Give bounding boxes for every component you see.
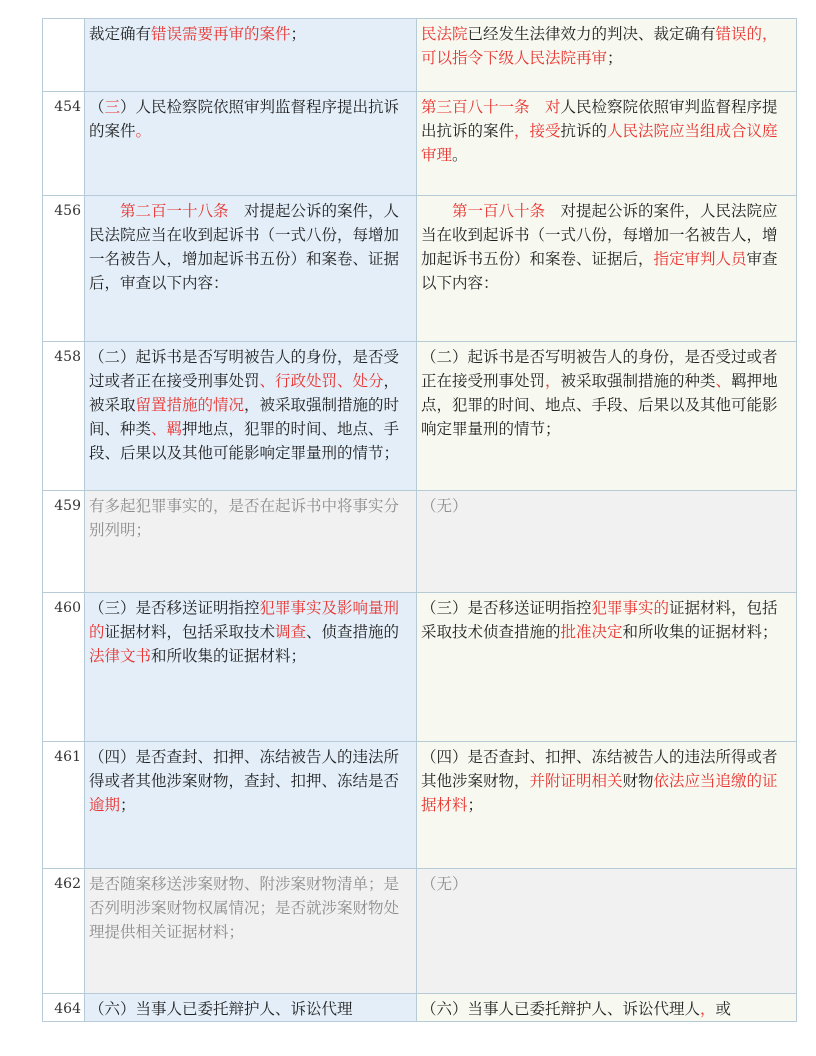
text-segment: （无） [421, 497, 468, 515]
changed-text: 、行政处罚、处分 [259, 372, 384, 390]
changed-text: 逾期 [89, 796, 121, 814]
changed-text: 第三百八十一条 对 [421, 98, 561, 116]
text-segment: 羁押地点，犯罪的时间、地点、手段、后果以及其他可能影响定罪量刑的情节； [421, 372, 778, 438]
original-text-cell [85, 342, 417, 491]
changed-text: 第一百八十条 [452, 202, 546, 220]
original-text-cell [85, 593, 417, 742]
table-row [43, 92, 797, 196]
table-row [43, 593, 797, 742]
text-segment: （三）是否移送证明指控 [89, 599, 260, 617]
text-segment: 被采取强制措施的种类 [560, 372, 716, 390]
table-row [43, 19, 797, 92]
row-number: 461 [43, 742, 85, 869]
text-segment: 、侦查措施的 [306, 623, 400, 641]
original-text-cell [85, 92, 417, 196]
text-segment: ； [467, 796, 484, 814]
text-segment: ，被采取强制措施的时间、种类 [89, 396, 400, 438]
changed-text: 错误需要再审的案件 [151, 25, 291, 43]
changed-text: ，接受 [514, 122, 561, 140]
revised-text-cell [417, 994, 797, 1022]
text-segment: 有多起犯罪事实的，是否在起诉书中将事实分别列明； [89, 497, 400, 539]
text-segment: 人民检察院依照审判监督程序提出抗诉的案件 [421, 98, 778, 140]
table-row [43, 491, 797, 593]
changed-text: 批准决定 [560, 623, 623, 641]
table-row [43, 742, 797, 869]
revised-text-cell [417, 491, 797, 593]
text-segment: 是否随案移送涉案财物、附涉案财物清单；是否列明涉案财物权属情况；是否就涉案财物处理提供相关证据材料； [89, 875, 400, 941]
text-segment: 裁定确有 [89, 25, 152, 43]
revised-text-cell [417, 19, 797, 92]
text-segment: ； [120, 796, 136, 814]
table-row [43, 342, 797, 491]
original-text-cell [85, 196, 417, 342]
text-segment: 财物 [622, 772, 654, 790]
changed-text: 犯罪事实及影响量刑的 [89, 599, 400, 641]
text-segment: ； [290, 25, 307, 43]
changed-text: 人民法院应当组成合议庭审理 [421, 122, 778, 164]
text-segment: （无） [421, 875, 468, 893]
text-segment: 押地点，犯罪的时间、地点、手段、后果以及其他可能影响定罪量刑的情节； [89, 420, 400, 462]
revised-text-cell [417, 92, 797, 196]
text-segment: 抗诉的 [560, 122, 608, 140]
text-segment: 对提起公诉的案件，人民法院应当在收到起诉书（一式八份，每增加一名被告人，增加起诉书五份）和案卷、证据后，审查以下内容： [89, 202, 400, 292]
changed-text: 错误的，可以指令下级人民法院再审 [421, 25, 778, 67]
text-segment: 。 [452, 146, 468, 164]
changed-text: 法律文书 [89, 647, 152, 665]
text-segment: ，被采取 [89, 372, 400, 414]
text-segment: ； [607, 49, 623, 67]
changed-text: 犯罪事实的 [591, 599, 670, 617]
row-number: 456 [43, 196, 85, 342]
original-text-cell [85, 742, 417, 869]
row-number: 460 [43, 593, 85, 742]
original-text-cell [85, 19, 417, 92]
text-segment: 审查以下内容： [421, 250, 778, 292]
text-segment: （三）是否移送证明指控 [421, 599, 592, 617]
text-segment: （六）当事人已委托辩护人、诉讼代理人 [421, 1000, 701, 1018]
revised-text-cell [417, 869, 797, 994]
changed-text: 并附证明相关 [529, 772, 623, 790]
text-segment: ）人民检察院依照审判监督程序提出抗诉的案件 [89, 98, 400, 140]
text-segment: （二）起诉书是否写明被告人的身份，是否受过或者正在接受刑事处罚 [421, 348, 778, 390]
changed-text: 。 [135, 122, 152, 140]
changed-text: 留置措施的情况 [135, 396, 245, 414]
revised-text-cell [417, 196, 797, 342]
revised-text-cell [417, 342, 797, 491]
changed-text: 民法院 [421, 25, 468, 43]
text-segment: （二）起诉书是否写明被告人的身份，是否受过或者正在接受刑事处罚 [89, 348, 400, 390]
row-number: 454 [43, 92, 85, 196]
changed-text: ， [545, 372, 561, 390]
comparison-table [42, 18, 797, 1022]
text-segment: 对提起公诉的案件，人民法院应当在收到起诉书（一式八份，每增加一名被告人，增加起诉书五份）和案卷、证据后， [421, 202, 778, 268]
changed-text: 指定审判人员 [653, 250, 747, 268]
changed-text: 第二百一十八条 [120, 202, 229, 220]
original-text-cell [85, 994, 417, 1022]
revised-text-cell [417, 593, 797, 742]
text-segment: 或 [715, 1000, 732, 1018]
row-number: 462 [43, 869, 85, 994]
text-segment: （ [89, 98, 105, 116]
comparison-table-body [43, 19, 797, 1022]
text-segment: （四）是否查封、扣押、冻结被告人的违法所得或者其他涉案财物，查封、扣押、冻结是否 [89, 748, 400, 790]
table-row [43, 994, 797, 1022]
changed-text: 、 [715, 372, 732, 390]
revised-text-cell [417, 742, 797, 869]
text-segment: 和所收集的证据材料； [151, 647, 307, 665]
changed-text: 调查 [275, 623, 307, 641]
original-text-cell [85, 491, 417, 593]
text-segment: 证据材料，包括采取技术侦查措施的 [421, 599, 778, 641]
row-number: 459 [43, 491, 85, 593]
changed-text: 三 [104, 98, 121, 116]
row-number: 464 [43, 994, 85, 1022]
changed-text: 依法应当追缴的证据材料 [421, 772, 778, 814]
text-segment: （六）当事人已委托辩护人、诉讼代理 [89, 1000, 353, 1018]
changed-text: ， [700, 1000, 716, 1018]
row-number: 458 [43, 342, 85, 491]
text-segment: 和所收集的证据材料； [622, 623, 778, 641]
table-row [43, 196, 797, 342]
changed-text: 、羁 [151, 420, 183, 438]
original-text-cell [85, 869, 417, 994]
text-segment: 已经发生法律效力的判决、裁定确有 [467, 25, 716, 43]
text-segment: 证据材料，包括采取技术 [104, 623, 276, 641]
row-number [43, 19, 85, 92]
text-segment: （四）是否查封、扣押、冻结被告人的违法所得或者其他涉案财物， [421, 748, 778, 790]
table-row [43, 869, 797, 994]
